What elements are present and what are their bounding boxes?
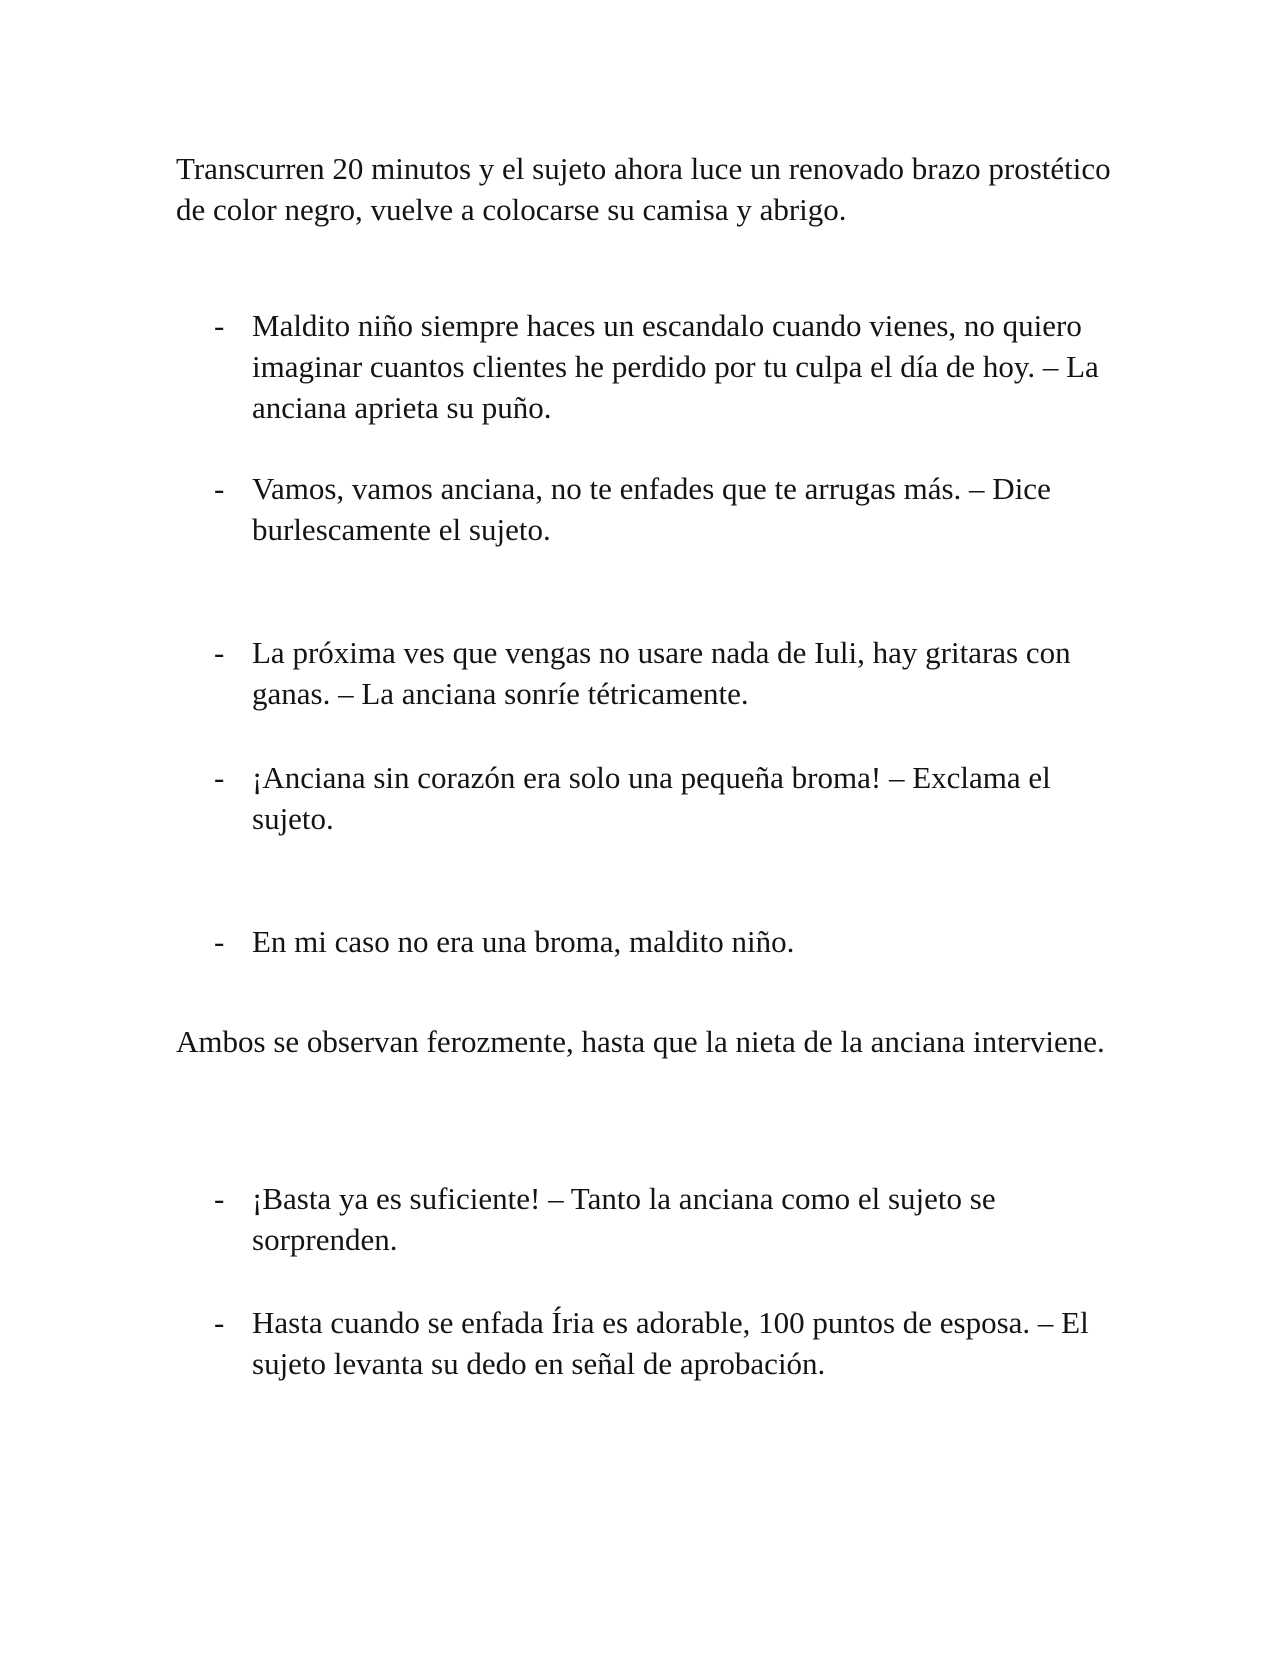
dialogue-dash: - bbox=[214, 1305, 225, 1340]
dialogue-line-5 bbox=[176, 921, 1116, 962]
dialogue-text-1: Maldito niño siempre haces un escandalo cuando vienes, no quiero imaginar cuantos clientes he perdido por tu culpa el día de hoy. – La anciana aprieta su puño. bbox=[252, 308, 1099, 425]
dialogue-dash: - bbox=[214, 760, 225, 795]
dialogue-dash: - bbox=[214, 308, 225, 343]
dialogue-text-2: Vamos, vamos anciana, no te enfades que te arrugas más. – Dice burlescamente el sujeto. bbox=[252, 471, 1051, 547]
dialogue-text-5: En mi caso no era una broma, maldito niño. bbox=[252, 924, 795, 959]
middle-paragraph: Ambos se observan ferozmente, hasta que la nieta de la anciana interviene. bbox=[176, 1024, 1105, 1059]
dialogue-text-3: La próxima ves que vengas no usare nada de Iuli, hay gritaras con ganas. – La anciana sonríe tétricamente. bbox=[252, 635, 1071, 711]
dialogue-dash: - bbox=[214, 635, 225, 670]
dialogue-line-4 bbox=[176, 757, 1116, 839]
dialogue-line-3 bbox=[176, 632, 1116, 714]
dialogue-line-1 bbox=[176, 305, 1116, 428]
intro-paragraph: Transcurren 20 minutos y el sujeto ahora luce un renovado brazo prostético de color negro, vuelve a colocarse su camisa y abrigo. bbox=[176, 151, 1111, 227]
dialogue-dash: - bbox=[214, 1181, 225, 1216]
dialogue-dash: - bbox=[214, 924, 225, 959]
dialogue-line-6 bbox=[176, 1178, 1116, 1260]
dialogue-text-4: ¡Anciana sin corazón era solo una pequeña broma! – Exclama el sujeto. bbox=[252, 760, 1051, 836]
dialogue-line-7 bbox=[176, 1302, 1116, 1384]
dialogue-text-7: Hasta cuando se enfada Íria es adorable, 100 puntos de esposa. – El sujeto levanta su dedo en señal de aprobación. bbox=[252, 1305, 1089, 1381]
dialogue-text-6: ¡Basta ya es suficiente! – Tanto la anciana como el sujeto se sorprenden. bbox=[252, 1181, 996, 1257]
dialogue-dash: - bbox=[214, 471, 225, 506]
dialogue-line-2 bbox=[176, 468, 1116, 550]
